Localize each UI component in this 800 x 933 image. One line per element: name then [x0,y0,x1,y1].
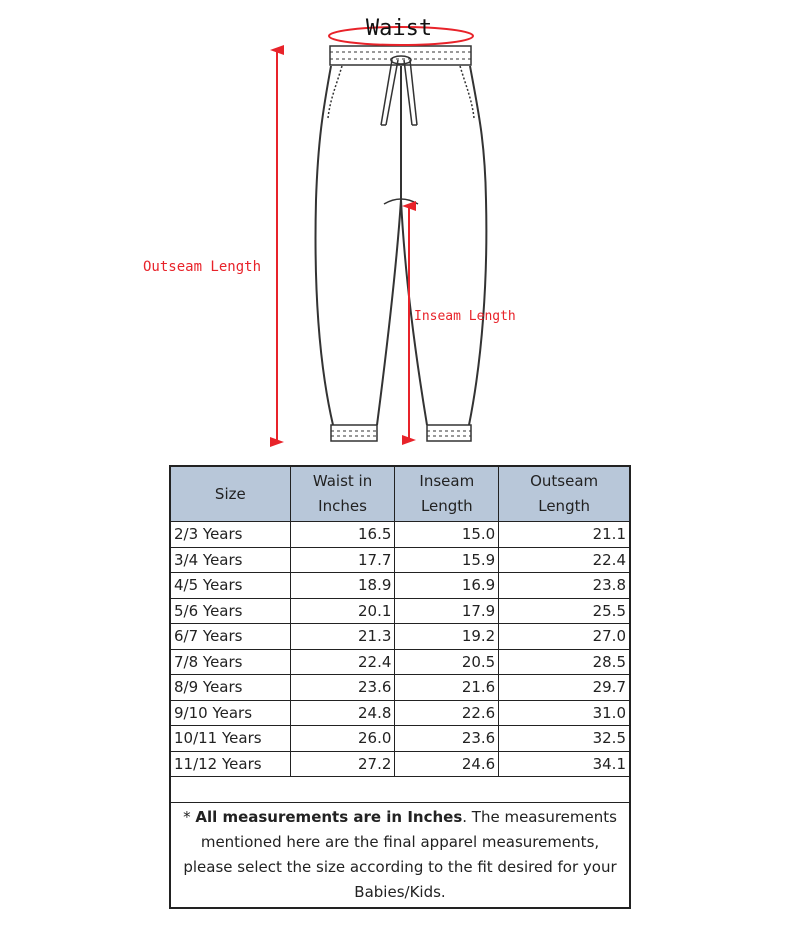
inseam-label: Inseam Length [414,309,516,324]
table-row [171,598,630,624]
table-row [171,522,630,548]
waist-label: Waist [365,16,433,41]
ankle-cuffs [331,425,471,441]
inseam-cell: 15.9 [395,547,499,573]
table-row [171,675,630,701]
table-row [171,649,630,675]
inseam-cell: 17.9 [395,598,499,624]
outseam-label: Outseam Length [143,259,262,275]
outseam-cell: 25.5 [499,598,630,624]
waist-cell: 20.1 [290,598,395,624]
size-chart-table [170,466,630,908]
table-row [171,700,630,726]
outseam-cell: 34.1 [499,751,630,777]
header-waist: Waist in Inches [290,467,395,522]
waist-cell: 23.6 [290,675,395,701]
waist-cell: 21.3 [290,624,395,650]
inseam-cell: 24.6 [395,751,499,777]
table-row [171,751,630,777]
waist-cell: 16.5 [290,522,395,548]
header-outseam: Outseam Length [499,467,630,522]
size-cell: 9/10 Years [171,700,291,726]
waist-cell: 18.9 [290,573,395,599]
size-cell: 10/11 Years [171,726,291,752]
table-row [171,547,630,573]
table-row [171,624,630,650]
size-cell: 2/3 Years [171,522,291,548]
size-cell: 3/4 Years [171,547,291,573]
size-cell: 6/7 Years [171,624,291,650]
inseam-cell: 19.2 [395,624,499,650]
inseam-cell: 15.0 [395,522,499,548]
measurement-note: * All measurements are in Inches. The measurements mentioned here are the final apparel measurements, please select the size according to the fit desired for your Babies/Kids. [171,802,630,907]
waist-cell: 24.8 [290,700,395,726]
size-cell: 7/8 Years [171,649,291,675]
pants-outline [316,56,487,425]
outseam-cell: 29.7 [499,675,630,701]
header-row [171,467,630,522]
size-cell: 4/5 Years [171,573,291,599]
outseam-cell: 23.8 [499,573,630,599]
outseam-cell: 32.5 [499,726,630,752]
size-cell: 11/12 Years [171,751,291,777]
inseam-cell: 23.6 [395,726,499,752]
blank-row [171,777,630,803]
header-inseam: Inseam Length [395,467,499,522]
outseam-cell: 28.5 [499,649,630,675]
waist-cell: 22.4 [290,649,395,675]
size-cell: 8/9 Years [171,675,291,701]
inseam-cell: 20.5 [395,649,499,675]
outseam-cell: 21.1 [499,522,630,548]
outseam-cell: 31.0 [499,700,630,726]
note-row [171,802,630,907]
inseam-cell: 21.6 [395,675,499,701]
header-size: Size [171,467,291,522]
table-row [171,726,630,752]
inseam-cell: 22.6 [395,700,499,726]
waist-cell: 27.2 [290,751,395,777]
waist-cell: 17.7 [290,547,395,573]
size-cell: 5/6 Years [171,598,291,624]
inseam-cell: 16.9 [395,573,499,599]
pants-diagram [0,0,800,460]
outseam-cell: 27.0 [499,624,630,650]
outseam-cell: 22.4 [499,547,630,573]
waist-cell: 26.0 [290,726,395,752]
table-row [171,573,630,599]
